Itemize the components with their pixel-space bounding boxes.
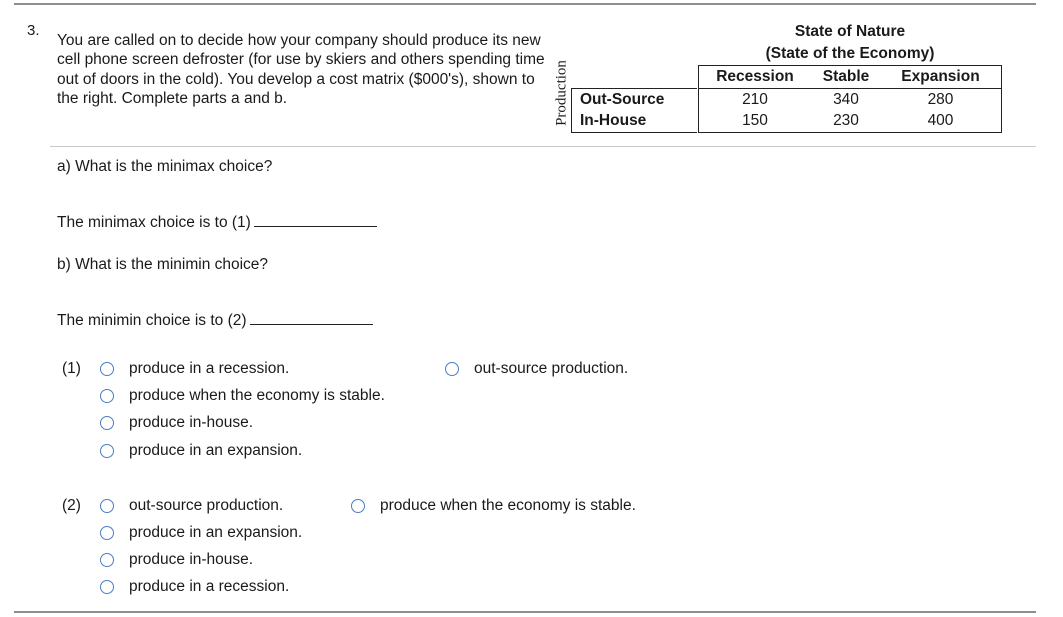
bottom-divider [14, 611, 1036, 613]
option-1-inhouse[interactable] [100, 414, 253, 432]
cell-outsource-recession: 210 [742, 91, 768, 108]
part-a-blank-label: (1) [231, 214, 251, 231]
option-label: out-source production. [129, 497, 284, 514]
radio-icon[interactable] [100, 362, 114, 376]
option-2-outsource[interactable] [100, 497, 283, 515]
option-label: produce in-house. [129, 551, 254, 568]
option-1-outsource[interactable] [445, 360, 628, 378]
radio-icon[interactable] [100, 416, 114, 430]
answer-blank-1[interactable] [254, 214, 377, 227]
option-2-expansion[interactable] [100, 524, 302, 542]
radio-icon[interactable] [100, 389, 114, 403]
section-divider [50, 146, 1036, 147]
cell-outsource-stable: 340 [833, 91, 859, 108]
part-a-answer-line [57, 214, 377, 232]
matrix-row-inhouse [699, 110, 1001, 131]
part-b-question: b) What is the minimin choice? [57, 256, 269, 273]
part-b-answer-prefix: The minimin choice is to [57, 312, 224, 329]
radio-icon[interactable] [445, 362, 459, 376]
question-number: 3. [27, 22, 40, 39]
radio-icon[interactable] [351, 499, 365, 513]
radio-icon[interactable] [100, 526, 114, 540]
radio-icon[interactable] [100, 499, 114, 513]
row-label-outsource: Out-Source [580, 91, 665, 108]
options-1-label: (1) [62, 360, 81, 377]
matrix-title-line1: State of Nature [794, 23, 906, 40]
cell-inhouse-expansion: 400 [927, 112, 954, 129]
cell-inhouse-stable: 230 [833, 112, 859, 129]
option-label: produce in an expansion. [129, 442, 303, 459]
option-1-stable[interactable] [100, 387, 385, 405]
matrix-row-outsource [699, 89, 1001, 110]
cell-inhouse-recession: 150 [742, 112, 768, 129]
option-label: produce when the economy is stable. [129, 387, 385, 404]
option-label: out-source production. [474, 360, 629, 377]
options-2-label: (2) [62, 497, 81, 514]
col-header-recession: Recession [716, 68, 794, 85]
part-a-question: a) What is the minimax choice? [57, 158, 273, 175]
radio-icon[interactable] [100, 580, 114, 594]
row-label-inhouse: In-House [580, 112, 647, 129]
option-label: produce when the economy is stable. [380, 497, 636, 514]
radio-icon[interactable] [100, 444, 114, 458]
col-header-expansion: Expansion [901, 68, 980, 85]
col-header-stable: Stable [822, 68, 870, 85]
option-2-inhouse[interactable] [100, 551, 253, 569]
part-a-answer-prefix: The minimax choice is to [57, 214, 228, 231]
option-label: produce in a recession. [129, 578, 290, 595]
option-label: produce in an expansion. [129, 524, 303, 541]
production-label: Production [553, 60, 570, 126]
option-label: produce in-house. [129, 414, 254, 431]
option-2-stable[interactable] [351, 497, 636, 515]
top-divider [14, 3, 1036, 5]
answer-blank-2[interactable] [250, 312, 373, 325]
part-b-blank-label: (2) [227, 312, 247, 329]
cost-matrix [698, 65, 1002, 133]
question-prompt: You are called on to decide how your company should produce its new cell phone screen defroster (for use by skiers and others spending time out of doors in the cold). You develop a cost matrix ($000's), shown to the right. Complete parts a and b. [57, 32, 545, 107]
matrix-row-labels [571, 88, 697, 133]
option-2-recession[interactable] [100, 578, 289, 596]
matrix-header [699, 66, 1001, 89]
option-label: produce in a recession. [129, 360, 290, 377]
option-1-recession[interactable] [100, 360, 289, 378]
radio-icon[interactable] [100, 553, 114, 567]
matrix-title [698, 21, 1002, 65]
part-b-answer-line [57, 312, 373, 330]
matrix-title-line2: (State of the Economy) [765, 45, 935, 62]
option-1-expansion[interactable] [100, 442, 302, 460]
cell-outsource-expansion: 280 [927, 91, 954, 108]
